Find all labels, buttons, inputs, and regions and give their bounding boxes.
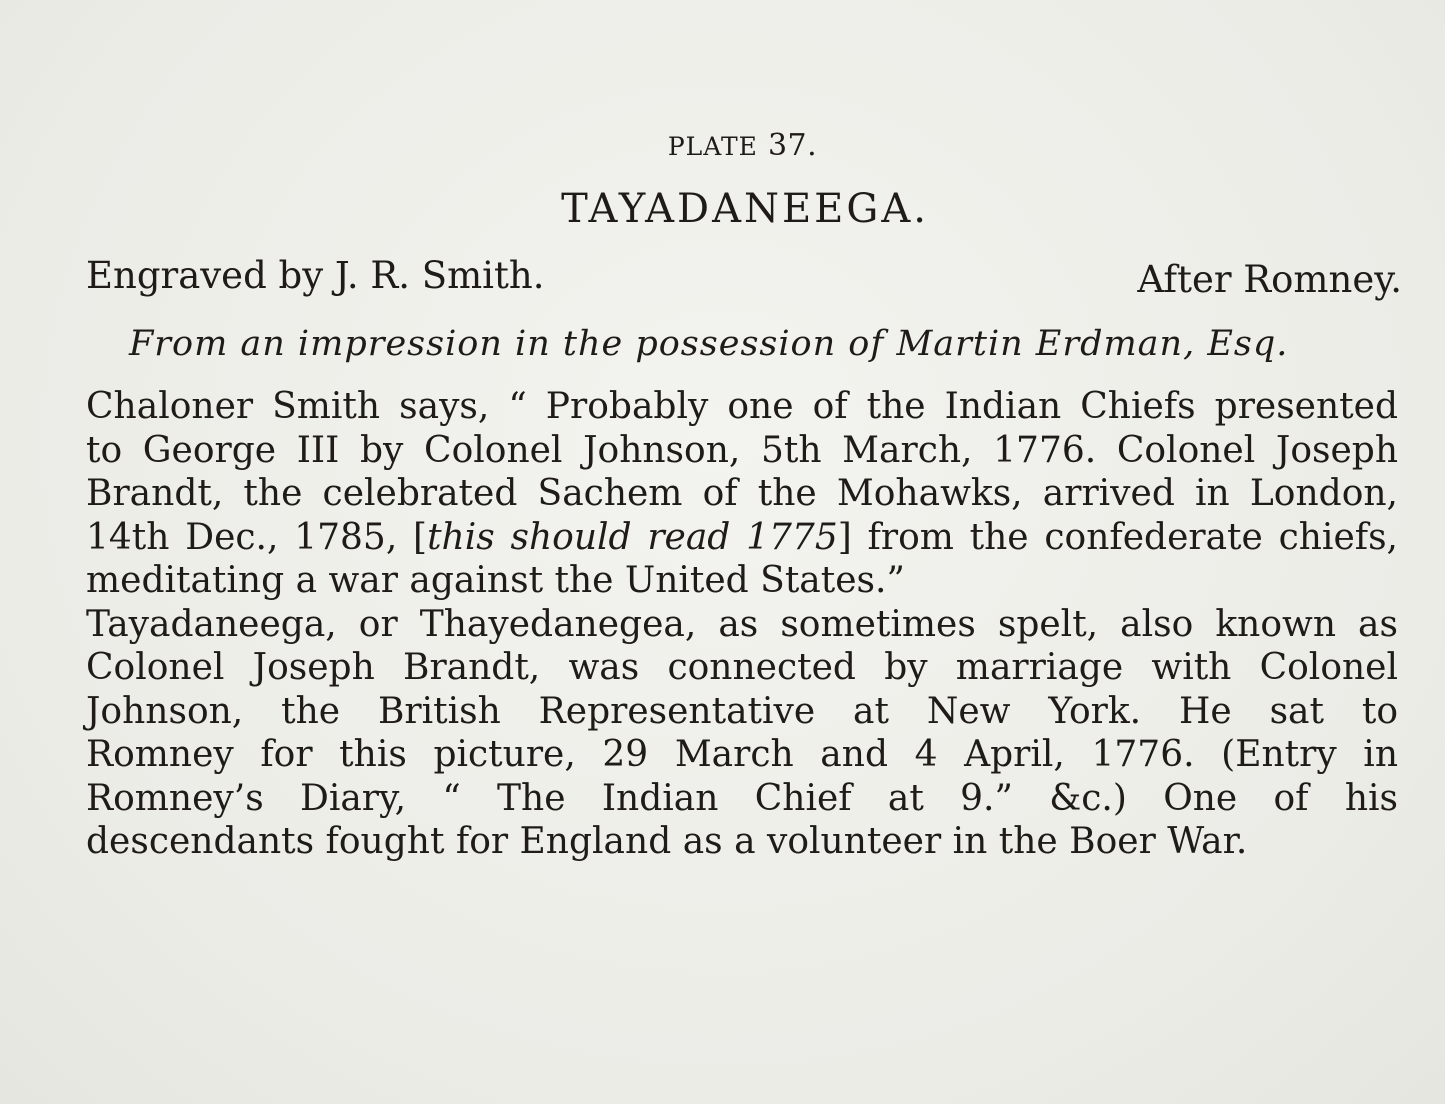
plate-number: 37. xyxy=(767,128,818,163)
paragraph-1-line-4-start: 14th Dec., 1785, [ xyxy=(86,516,428,558)
paragraph-1-line-2: to George III by Colonel Johnson, 5th March, 1776. Colonel Joseph xyxy=(86,429,1398,471)
paragraph-1-line-4-end: ] from the confederate chiefs, xyxy=(837,516,1398,558)
paragraph-2-line-5: Romney’s Diary, “ The Indian Chief at 9.” &c.) One of his xyxy=(86,777,1398,819)
paragraph-2-line-4: Romney for this picture, 29 March and 4 April, 1776. (Entry in xyxy=(86,734,1398,775)
paragraph-2-line-6: descendants fought for England as a volunteer in the Boer War. xyxy=(86,821,1248,862)
engraver-credit: Engraved by J. R. Smith. xyxy=(86,254,545,297)
editorial-correction: this should read 1775 xyxy=(427,516,838,558)
paragraph-2-line-2: Colonel Joseph Brandt, was connected by marriage with Colonel xyxy=(86,647,1398,688)
page-title: TAYADANEEGA. xyxy=(561,186,929,232)
plate-label xyxy=(0,128,1445,163)
paragraph-1-line-1: Chaloner Smith says, “ Probably one of the Indian Chiefs presented xyxy=(86,386,1398,427)
provenance-note: From an impression in the possession of Martin Erdman, Esq. xyxy=(129,324,1289,364)
artist-credit: After Romney. xyxy=(1137,258,1402,301)
paragraph-1-line-3: Brandt, the celebrated Sachem of the Mohawks, arrived in London, xyxy=(86,473,1398,514)
body-text xyxy=(86,385,1398,864)
paragraph-1-line-4 xyxy=(86,516,1398,560)
paragraph-2-line-1: Tayadaneega, or Thayedanegea, as sometimes spelt, also known as xyxy=(86,603,1398,645)
paragraph-1-line-5: meditating a war against the United States.” xyxy=(86,560,905,601)
paragraph-2-line-3: Johnson, the British Representative at New York. He sat to xyxy=(86,690,1398,732)
plate-word: PLATE xyxy=(667,132,758,161)
